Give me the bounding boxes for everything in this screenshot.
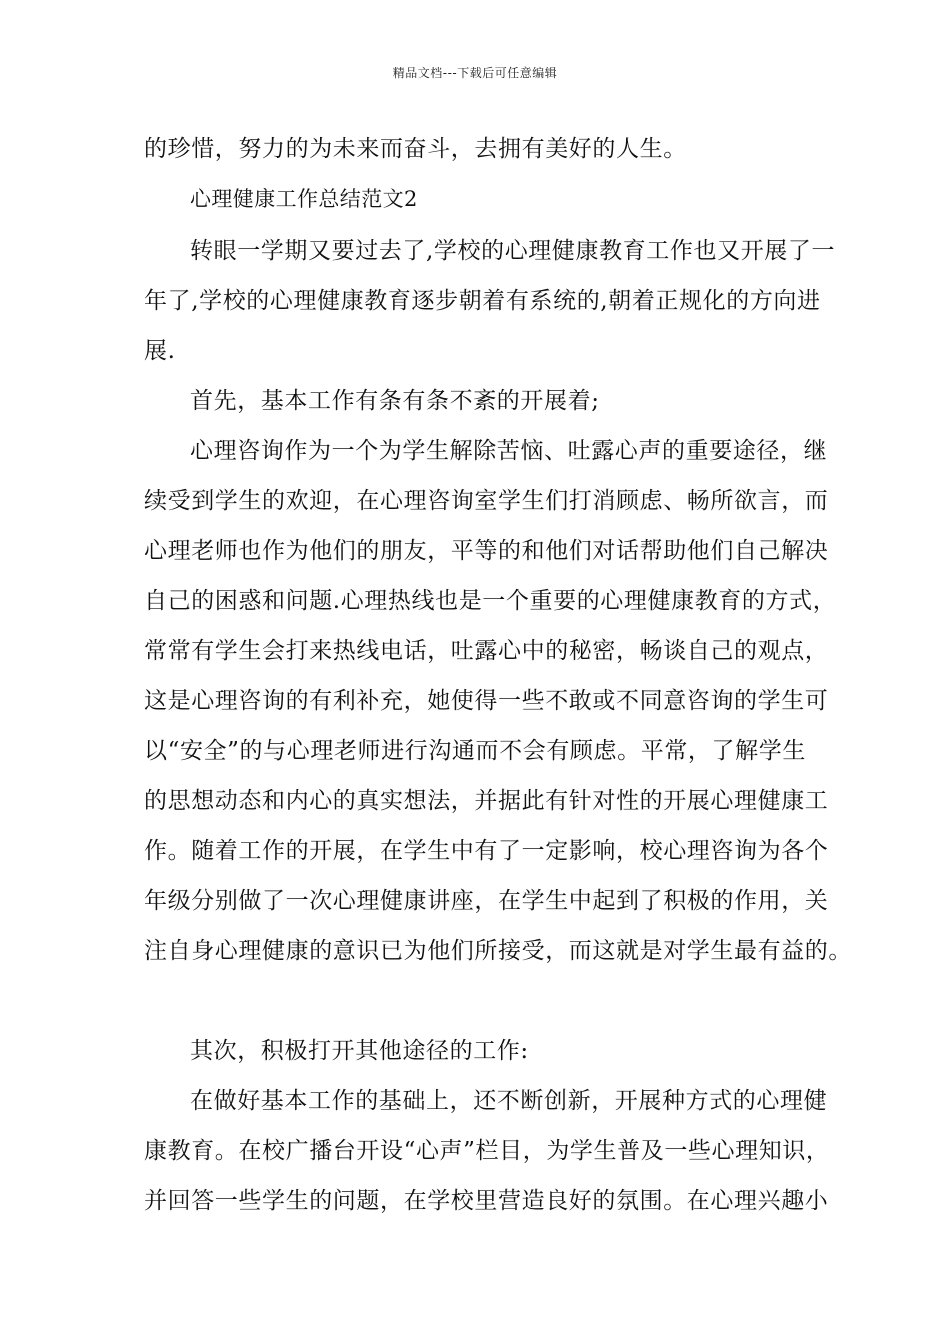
section-heading: 心理健康工作总结范文2 — [190, 187, 418, 211]
body-line: 在做好基本工作的基础上，还不断创新，开展种方式的心理健 — [190, 1088, 828, 1114]
body-line: 转眼一学期又要过去了,学校的心理健康教育工作也又开展了一 — [190, 238, 836, 264]
body-line: 作。随着工作的开展，在学生中有了一定影响，校心理咨询为各个 — [144, 838, 829, 864]
body-line: 自己的困惑和问题.心理热线也是一个重要的心理健康教育的方式， — [144, 588, 837, 614]
body-line: 展. — [144, 338, 176, 364]
body-line: 并回答一些学生的问题，在学校里营造良好的氛围。在心理兴趣小 — [144, 1188, 829, 1214]
body-line: 首先，基本工作有条有条不紊的开展着; — [190, 388, 600, 414]
body-line: 续受到学生的欢迎，在心理咨询室学生们打消顾虑、畅所欲言，而 — [144, 488, 829, 514]
body-line: 其次，积极打开其他途径的工作: — [190, 1038, 529, 1064]
body-line: 这是心理咨询的有利补充，她使得一些不敢或不同意咨询的学生可 — [144, 688, 829, 714]
body-line: 年级分别做了一次心理健康讲座，在学生中起到了积极的作用，关 — [144, 888, 829, 914]
body-line: 的思想动态和内心的真实想法，并据此有针对性的开展心理健康工 — [144, 788, 829, 814]
body-line: 常常有学生会打来热线电话，吐露心中的秘密，畅谈自己的观点， — [144, 638, 829, 664]
body-line: 注自身心理健康的意识已为他们所接受，而这就是对学生最有益的。 — [144, 938, 852, 964]
body-line: 以“安全”的与心理老师进行沟通而不会有顾虑。平常，了解学生 — [144, 738, 806, 764]
page-header: 精品文档---下载后可任意编辑 — [392, 66, 558, 80]
body-line: 心理老师也作为他们的朋友，平等的和他们对话帮助他们自己解决 — [144, 538, 829, 564]
body-line: 年了,学校的心理健康教育逐步朝着有系统的,朝着正规化的方向进 — [144, 288, 821, 314]
body-line: 的珍惜，努力的为未来而奋斗，去拥有美好的人生。 — [144, 136, 687, 162]
body-line: 康教育。在校广播台开设“心声”栏目，为学生普及一些心理知识， — [144, 1138, 830, 1164]
body-line: 心理咨询作为一个为学生解除苦恼、吐露心声的重要途径，继 — [190, 438, 828, 464]
